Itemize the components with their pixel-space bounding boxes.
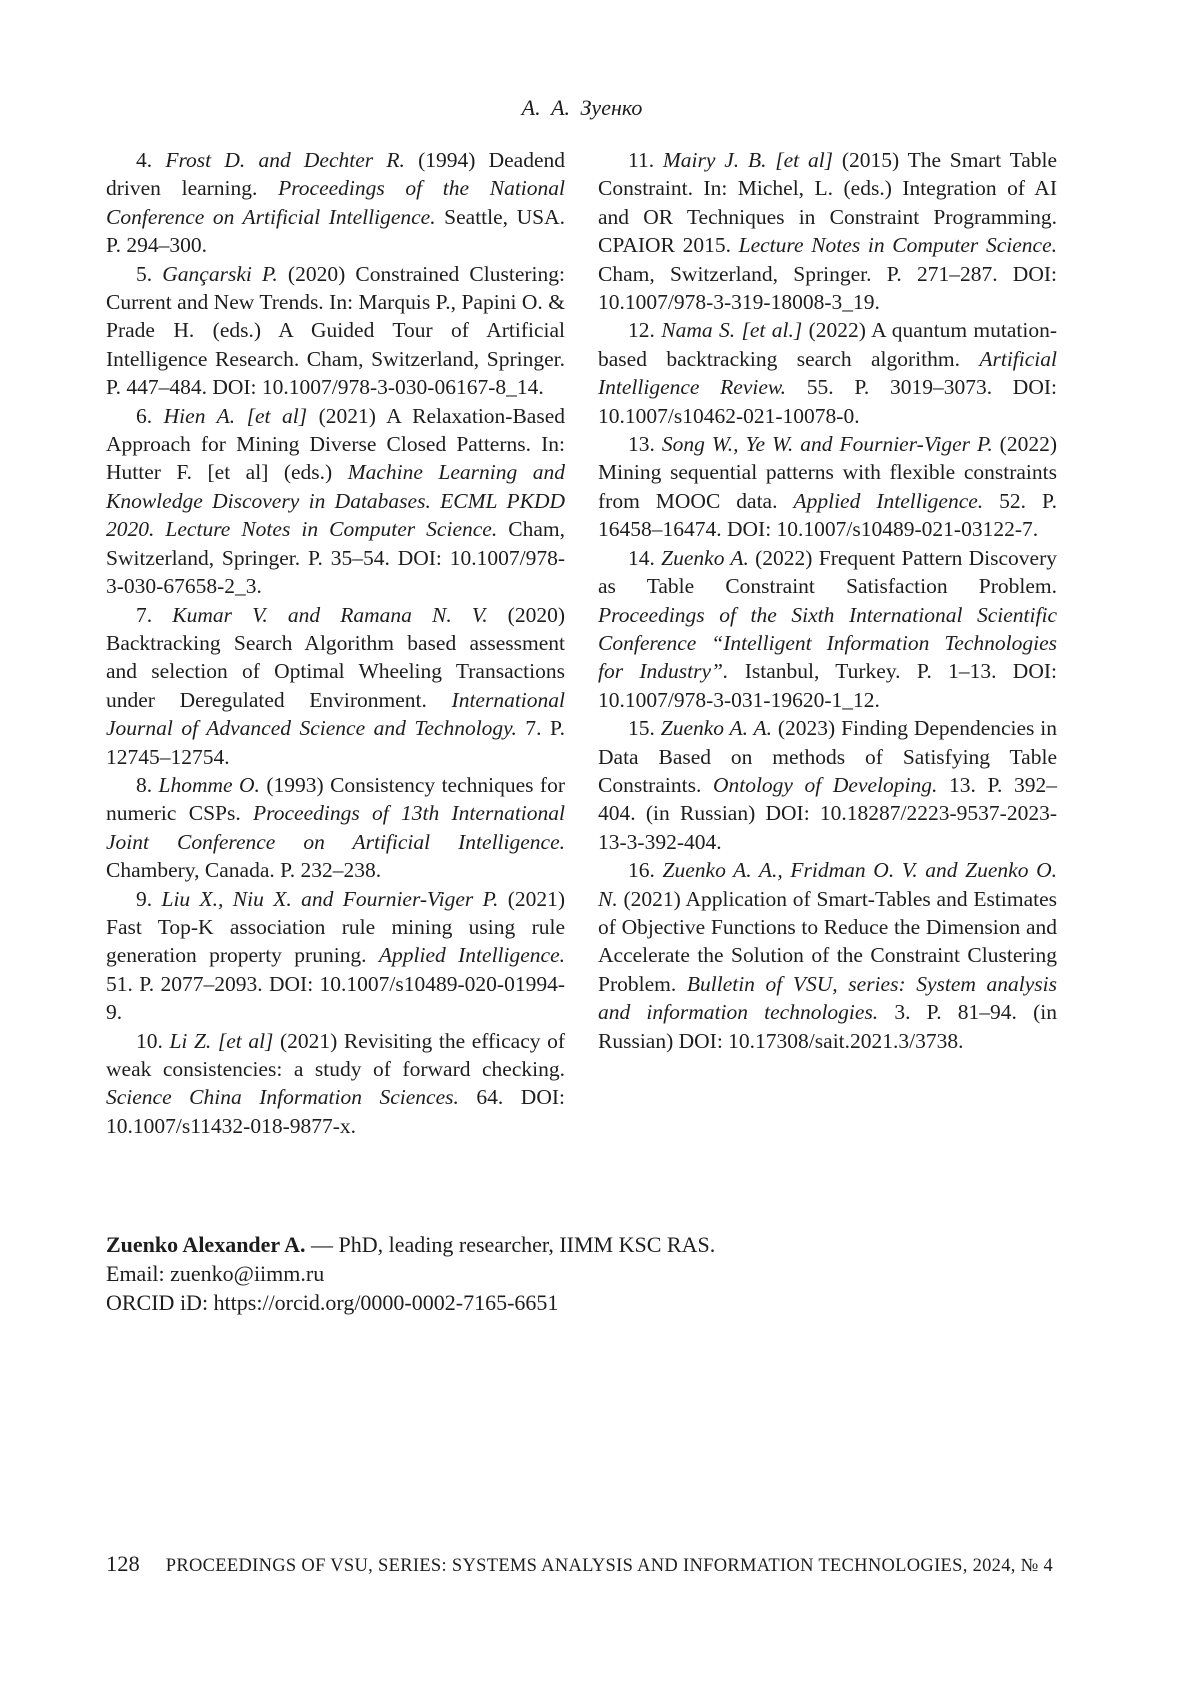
references-section xyxy=(106,146,1058,1140)
references-right-column xyxy=(598,146,1057,1140)
reference-item: 6. Hien A. [et al] (2021) A Relaxation-Based Approach for Mining Diverse Closed Patterns. In: Hutter F. [et al] (eds.) Machine Learning and Knowledge Discovery in Databases. ECML PKDD 2020. Lecture Notes in Computer Science. Cham, Switzerland, Springer. P. 35–54. DOI: 10.1007/978-3-030-67658-2_3. xyxy=(106,403,565,599)
reference-item: 9. Liu X., Niu X. and Fournier-Viger P. (2021) Fast Top-K association rule mining using rule generation property pruning. Applied Intelligence. 51. P. 2077–2093. DOI: 10.1007/s10489-020-01994-9. xyxy=(106,886,566,1025)
reference-item: 5. Gançarski P. (2020) Constrained Clustering: Current and New Trends. In: Marquis P., Papini O. & Prade H. (eds.) A Guided Tour of Artificial Intelligence Research. Cham, Switzerland, Springer. P. 447–484. DOI: 10.1007/978-3-030-06167-8_14. xyxy=(106,261,565,400)
reference-item: 10. Li Z. [et al] (2021) Revisiting the efficacy of weak consistencies: a study of forward checking. Science China Information Sciences. 64. DOI: 10.1007/s11432-018-9877-x. xyxy=(106,1028,566,1138)
author-bio-rest: — PhD, leading researcher, IIMM KSC RAS. xyxy=(305,1232,716,1257)
reference-item: 14. Zuenko A. (2022) Frequent Pattern Discovery as Table Constraint Satisfaction Problem. Proceedings of the Sixth International Scientific Conference “Intelligent Information Technologies for Industry”. Istanbul, Turkey. P. 1–13. DOI: 10.1007/978-3-031-19620-1_12. xyxy=(598,545,1057,712)
reference-item: 8. Lhomme O. (1993) Consistency techniques for numeric CSPs. Proceedings of 13th International Joint Conference on Artificial Intelligence. Chambery, Canada. P. 232–238. xyxy=(106,772,566,883)
reference-item: 15. Zuenko A. A. (2023) Finding Dependencies in Data Based on methods of Satisfying Table Constraints. Ontology of Developing. 13. P. 392–404. (in Russian) DOI: 10.18287/2223-9537-2023-13-3-392-404. xyxy=(598,716,1058,854)
author-info-block xyxy=(106,1230,1058,1317)
reference-item: 12. Nama S. [et al.] (2022) A quantum mutation-based backtracking search algorithm. Artificial Intelligence Review. 55. P. 3019–3073. DOI: 10.1007/s10462-021-10078-0. xyxy=(598,318,1058,428)
page-footer xyxy=(106,1551,1058,1577)
reference-item: 13. Song W., Ye W. and Fournier-Viger P. (2022) Mining sequential patterns with flexible constraints from MOOC data. Applied Intelligence. 52. P. 16458–16474. DOI: 10.1007/s10489-021-03122-7. xyxy=(598,432,1057,542)
journal-footer-line: PROCEEDINGS OF VSU, SERIES: SYSTEMS ANALYSIS AND INFORMATION TECHNOLOGIES, 2024, № 4 xyxy=(165,1556,1054,1576)
reference-item: 16. Zuenko A. A., Fridman O. V. and Zuenko O. N. (2021) Application of Smart-Tables and Estimates of Objective Functions to Reduce the Dimension and Accelerate the Solution of the Constraint Clustering Problem. Bulletin of VSU, series: System analysis and information technologies. 3. P. 81–94. (in Russian) DOI: 10.17308/sait.2021.3/3738. xyxy=(598,858,1058,1053)
reference-item: 7. Kumar V. and Ramana N. V. (2020) Backtracking Search Algorithm based assessment and selection of Optimal Wheeling Transactions under Deregulated Environment. International Journal of Advanced Science and Technology. 7. P. 12745–12754. xyxy=(106,602,566,769)
running-head-author: А. А. Зуенко xyxy=(521,95,643,120)
references-left-column xyxy=(106,146,565,1140)
reference-item: 11. Mairy J. B. [et al] (2015) The Smart Table Constraint. In: Michel, L. (eds.) Integration of AI and OR Techniques in Constraint Programming. CPAIOR 2015. Lecture Notes in Computer Science. Cham, Switzerland, Springer. P. 271–287. DOI: 10.1007/978-3-319-18008-3_19. xyxy=(598,148,1058,315)
author-email-line: Email: zuenko@iimm.ru xyxy=(106,1261,325,1286)
reference-item: 4. Frost D. and Dechter R. (1994) Deadend driven learning. Proceedings of the National Conference on Artificial Intelligence. Seattle, USA. P. 294–300. xyxy=(106,148,566,258)
page-number: 128 xyxy=(106,1551,140,1576)
author-name: Zuenko Alexander A. xyxy=(106,1232,306,1257)
author-bio-line xyxy=(106,1230,1058,1259)
author-orcid-line: ORCID iD: https://orcid.org/0000-0002-7165-6651 xyxy=(106,1290,559,1315)
